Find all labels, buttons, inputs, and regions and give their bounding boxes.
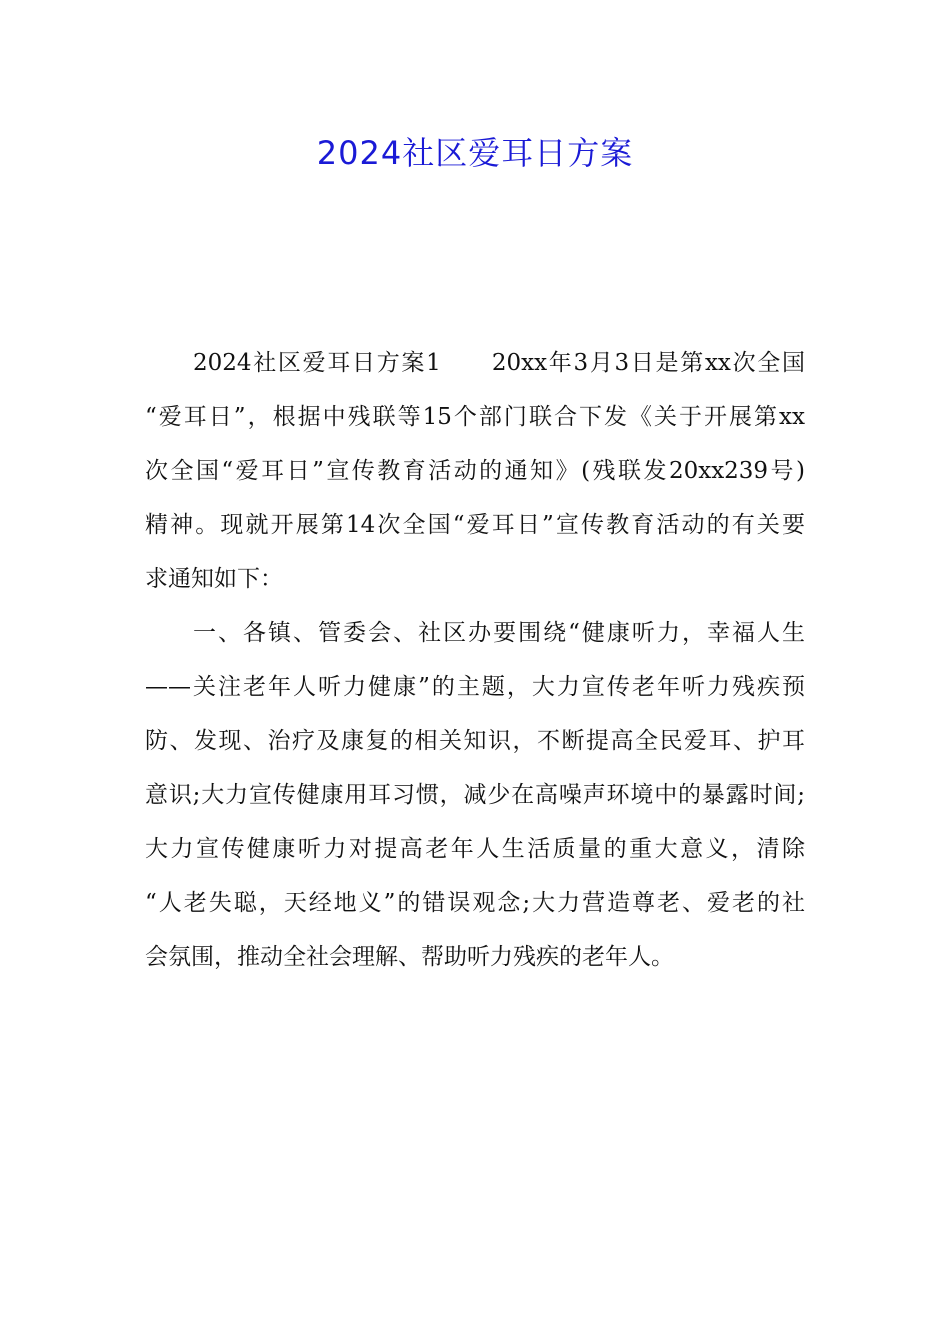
paragraph-line: 防、发现、治疗及康复的相关知识，不断提高全民爱耳、护耳 bbox=[145, 728, 805, 754]
paragraph-line: “人老失聪，天经地义”的错误观念;大力营造尊老、爱老的社 bbox=[145, 890, 805, 916]
paragraph-line: ——关注老年人听力健康”的主题，大力宣传老年听力残疾预 bbox=[145, 674, 805, 700]
paragraph-line: 一、各镇、管委会、社区办要围绕“健康听力，幸福人生 bbox=[193, 620, 805, 646]
document-body bbox=[145, 336, 805, 984]
paragraph-line: 2024社区爱耳日方案1 20xx年3月3日是第xx次全国 bbox=[193, 350, 805, 376]
paragraph-line: 精神。现就开展第14次全国“爱耳日”宣传教育活动的有关要 bbox=[145, 512, 805, 538]
paragraph-line: “爱耳日”，根据中残联等15个部门联合下发《关于开展第xx bbox=[145, 404, 805, 430]
paragraph-line: 意识;大力宣传健康用耳习惯，减少在高噪声环境中的暴露时间; bbox=[145, 782, 805, 808]
paragraph-line: 大力宣传健康听力对提高老年人生活质量的重大意义，清除 bbox=[145, 836, 805, 862]
paragraph-line: 次全国“爱耳日”宣传教育活动的通知》(残联发20xx239号) bbox=[145, 458, 805, 484]
paragraph-line: 会氛围，推动全社会理解、帮助听力残疾的老年人。 bbox=[145, 944, 674, 970]
paragraph-section-one bbox=[145, 606, 805, 984]
paragraph-line: 求通知如下： bbox=[145, 566, 283, 592]
paragraph-intro bbox=[145, 336, 805, 606]
document-title: 2024社区爱耳日方案 bbox=[316, 134, 634, 172]
